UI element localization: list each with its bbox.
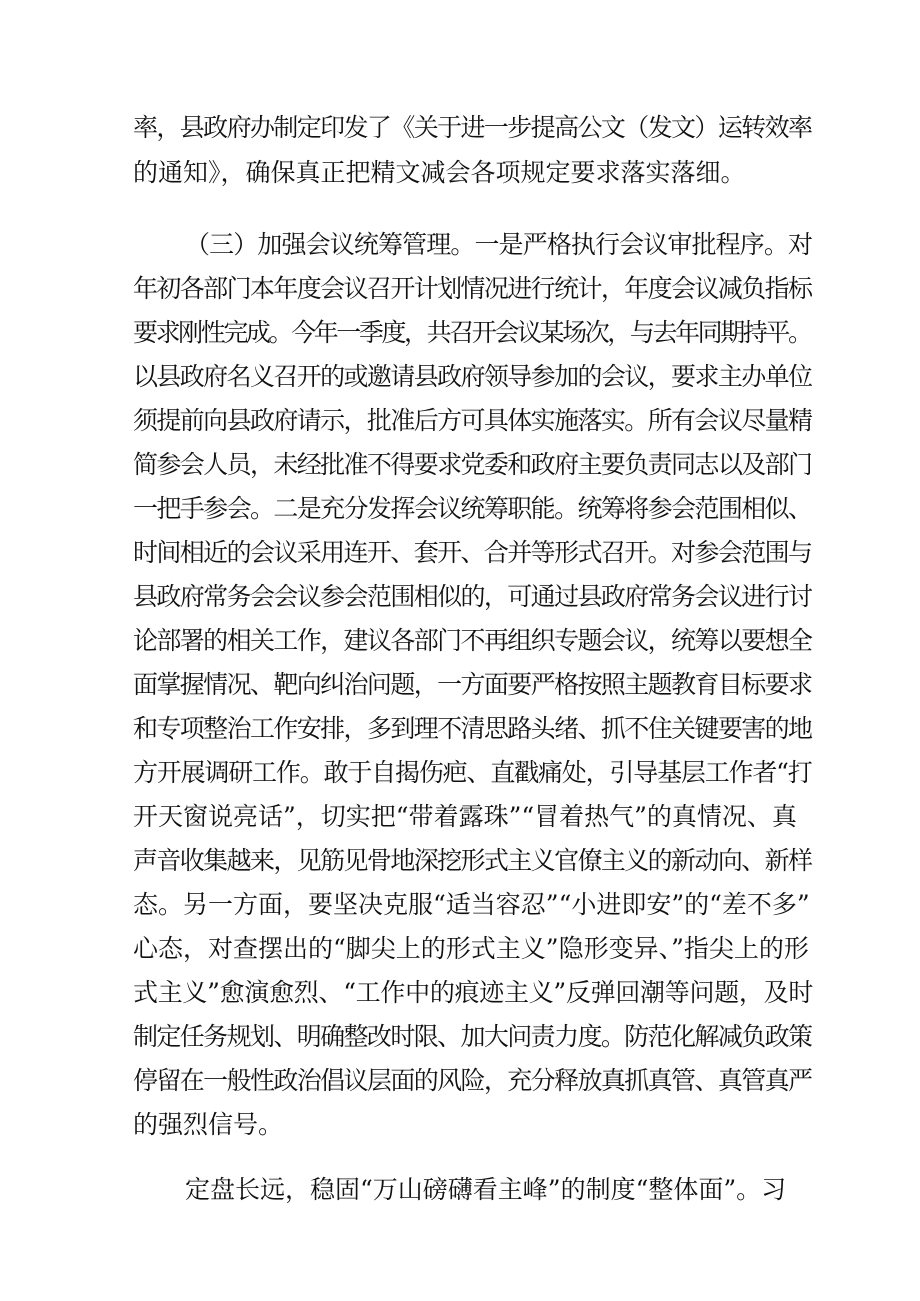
- text-line: 的通知》，确保真正把精文减会各项规定要求落实落细。: [133, 158, 746, 187]
- text-line: 定盘长远，稳固“万山磅礴看主峰”的制度“整体面”。习: [185, 1175, 787, 1204]
- text-line: （三）加强会议统筹管理。一是严格执行会议审批程序。对: [185, 230, 813, 259]
- text-line: 和专项整治工作安排，多到理不清思路头绪、抓不住关键要害的地: [133, 714, 812, 743]
- text-line: 停留在一般性政治倡议层面的风险，充分释放真抓真管、真管真严: [133, 1066, 812, 1095]
- text-line: 年初各部门本年度会议召开计划情况进行统计，年度会议减负指标: [133, 274, 812, 303]
- text-line: 县政府常务会会议参会范围相似的，可通过县政府常务会议进行讨: [133, 582, 812, 611]
- text-line: 开天窗说亮话”，切实把“带着露珠”“冒着热气”的真情况、真: [133, 802, 797, 831]
- text-line: 的强烈信号。: [133, 1110, 284, 1139]
- text-line: 制定任务规划、明确整改时限、加大问责力度。防范化解减负政策: [133, 1022, 812, 1051]
- text-line: 简参会人员，未经批准不得要求党委和政府主要负责同志以及部门: [133, 450, 812, 479]
- text-line: 式主义”愈演愈烈、“工作中的痕迹主义”反弹回潮等问题，及时: [133, 978, 814, 1007]
- text-line: 态。另一方面，要坚决克服“适当容忍”“小进即安”的“差不多”: [133, 890, 810, 919]
- text-line: 以县政府名义召开的或邀请县政府领导参加的会议，要求主办单位: [133, 362, 812, 391]
- text-line: 心态，对查摆出的“脚尖上的形式主义”隐形变异、”指尖上的形: [133, 934, 809, 963]
- text-line: 一把手参会。二是充分发挥会议统筹职能。统筹将参会范围相似、: [133, 494, 812, 523]
- text-line: 时间相近的会议采用连开、套开、合并等形式召开。对参会范围与: [133, 538, 812, 567]
- text-line: 方开展调研工作。敢于自揭伤疤、直戳痛处，引导基层工作者“打: [133, 758, 812, 787]
- text-line: 要求刚性完成。今年一季度，共召开会议某场次，与去年同期持平。: [133, 318, 811, 347]
- text-line: 论部署的相关工作，建议各部门不再组织专题会议，统筹以要想全: [133, 626, 812, 655]
- text-line: 须提前向县政府请示，批准后方可具体实施落实。所有会议尽量精: [133, 406, 812, 435]
- text-line: 声音收集越来，见筋见骨地深挖形式主义官僚主义的新动向、新样: [133, 846, 812, 875]
- text-line: 率，县政府办制定印发了《关于进一步提高公文（发文）运转效率: [133, 113, 812, 142]
- text-line: 面掌握情况、靶向纠治问题，一方面要严格按照主题教育目标要求: [133, 670, 812, 699]
